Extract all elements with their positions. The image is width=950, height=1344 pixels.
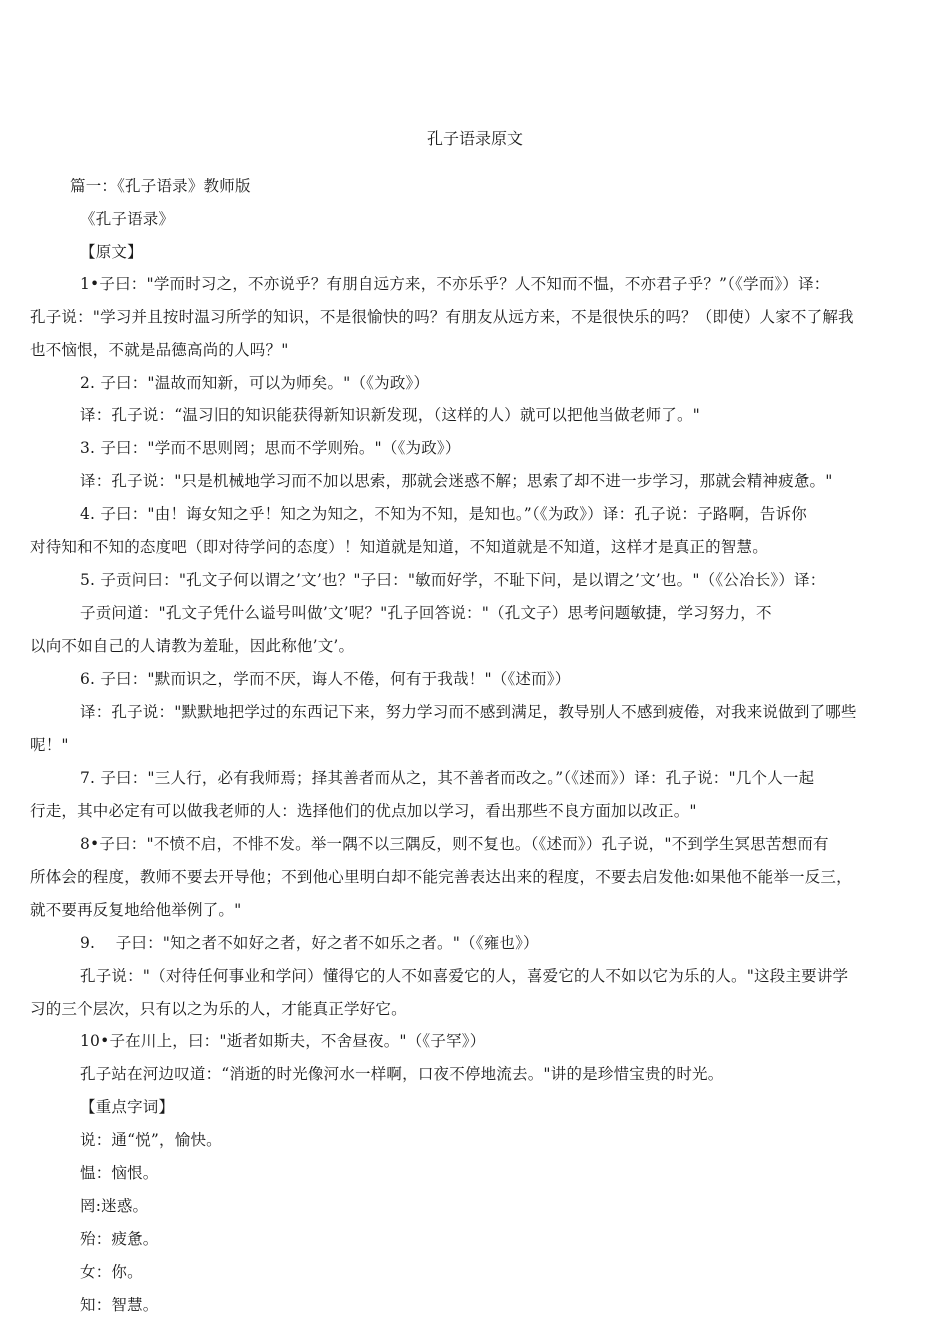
keyword-item: 愠：恼恨。 [80, 1164, 159, 1182]
text-line: 行走，其中必定有可以做我老师的人：选择他们的优点加以学习，看出那些不良方面加以改正。" [30, 802, 697, 820]
text-line: 呢！" [30, 736, 69, 754]
text-line: 所体会的程度，教师不要去开导他；不到他心里明白却不能完善表达出来的程度，不要去启发他:如果他不能举一反三， [30, 868, 852, 886]
text-line: 以向不如自己的人请教为羞耻，因此称他’文’。 [30, 637, 355, 655]
text-line: 4. 子曰："由！诲女知之乎！知之为知之，不知为不知，是知也。”（《为政》）译：孔子说：子路啊，告诉你 [80, 505, 807, 523]
text-line: 译：孔子说："默默地把学过的东西记下来，努力学习而不感到满足，教导别人不感到疲倦，对我来说做到了哪些 [80, 703, 857, 721]
text-line: 译：孔子说："只是机械地学习而不加以思索，那就会迷惑不解；思索了却不进一步学习，那就会精神疲惫。" [80, 472, 833, 490]
text-line: 孔子说："（对待任何事业和学问）懂得它的人不如喜爱它的人，喜爱它的人不如以它为乐的人。"这段主要讲学 [80, 967, 849, 985]
text-line: 对待知和不知的态度吧（即对待学问的态度）！知道就是知道，不知道就是不知道，这样才是真正的智慧。 [30, 538, 768, 556]
text-line: 也不恼恨，不就是品德高尚的人吗？" [30, 341, 289, 359]
section-heading-keywords: 【重点字词】 [80, 1098, 175, 1116]
text-line: 7. 子曰："三人行，必有我师焉；择其善者而从之，其不善者而改之。”（《述而》）译：孔子说："几个人一起 [80, 769, 815, 787]
work-title: 《孔子语录》 [80, 210, 175, 228]
section-heading-original: 【原文】 [80, 243, 143, 261]
text-line: 3. 子曰："学而不思则罔；思而不学则殆。"（《为政》） [80, 439, 461, 457]
text-line: 译：孔子说：“温习旧的知识能获得新知识新发现，（这样的人）就可以把他当做老师了。" [80, 406, 701, 424]
keyword-item: 女：你。 [80, 1263, 143, 1281]
text-line: 习的三个层次，只有以之为乐的人，才能真正学好它。 [30, 1000, 407, 1018]
keyword-item: 罔:迷惑。 [80, 1197, 149, 1215]
text-line: 子贡问道："孔文子凭什么谥号叫做’文’呢？"孔子回答说："（孔文子）思考问题敏捷，学习努力，不 [80, 604, 772, 622]
text-line: 6. 子曰："默而识之，学而不厌，诲人不倦，何有于我哉！"（《述而》） [80, 670, 571, 688]
text-line: 8•子曰："不愤不启，不悱不发。举一隅不以三隅反，则不复也。（《述而》）孔子说，"不到学生冥思苦想而有 [80, 835, 829, 853]
keyword-item: 殆：疲惫。 [80, 1230, 159, 1248]
text-line: 孔子说："学习并且按时温习所学的知识，不是很愉快的吗？有朋友从远方来，不是很快乐的吗？（即使）人家不了解我 [30, 308, 854, 326]
text-line: 1•子曰："学而时习之，不亦说乎？有朋自远方来，不亦乐乎？人不知而不愠，不亦君子乎？”（《学而》）译： [80, 275, 830, 293]
keyword-item: 知：智慧。 [80, 1296, 159, 1314]
text-line: 就不要再反复地给他举例了。" [30, 901, 242, 919]
page-title: 孔子语录原文 [426, 129, 523, 148]
text-line: 9. 子曰："知之者不如好之者，好之者不如乐之者。"（《雍也》） [80, 934, 539, 952]
keyword-item: 说：通“悦”，愉快。 [80, 1131, 222, 1149]
text-line: 5. 子贡问曰："孔文子何以谓之’文’也？"子曰："敏而好学，不耻下问，是以谓之’文’也。"（《公冶长》）译： [80, 571, 826, 589]
text-line: 2. 子曰："温故而知新，可以为师矣。"（《为政》） [80, 374, 430, 392]
text-line: 孔子站在河边叹道：“消逝的时光像河水一样啊，口夜不停地流去。"讲的是珍惜宝贵的时光。 [80, 1065, 724, 1083]
subtitle: 篇一：《孔子语录》教师版 [70, 177, 251, 195]
text-line: 10•子在川上，曰："逝者如斯夫，不舍昼夜。"（《子罕》） [80, 1032, 486, 1050]
